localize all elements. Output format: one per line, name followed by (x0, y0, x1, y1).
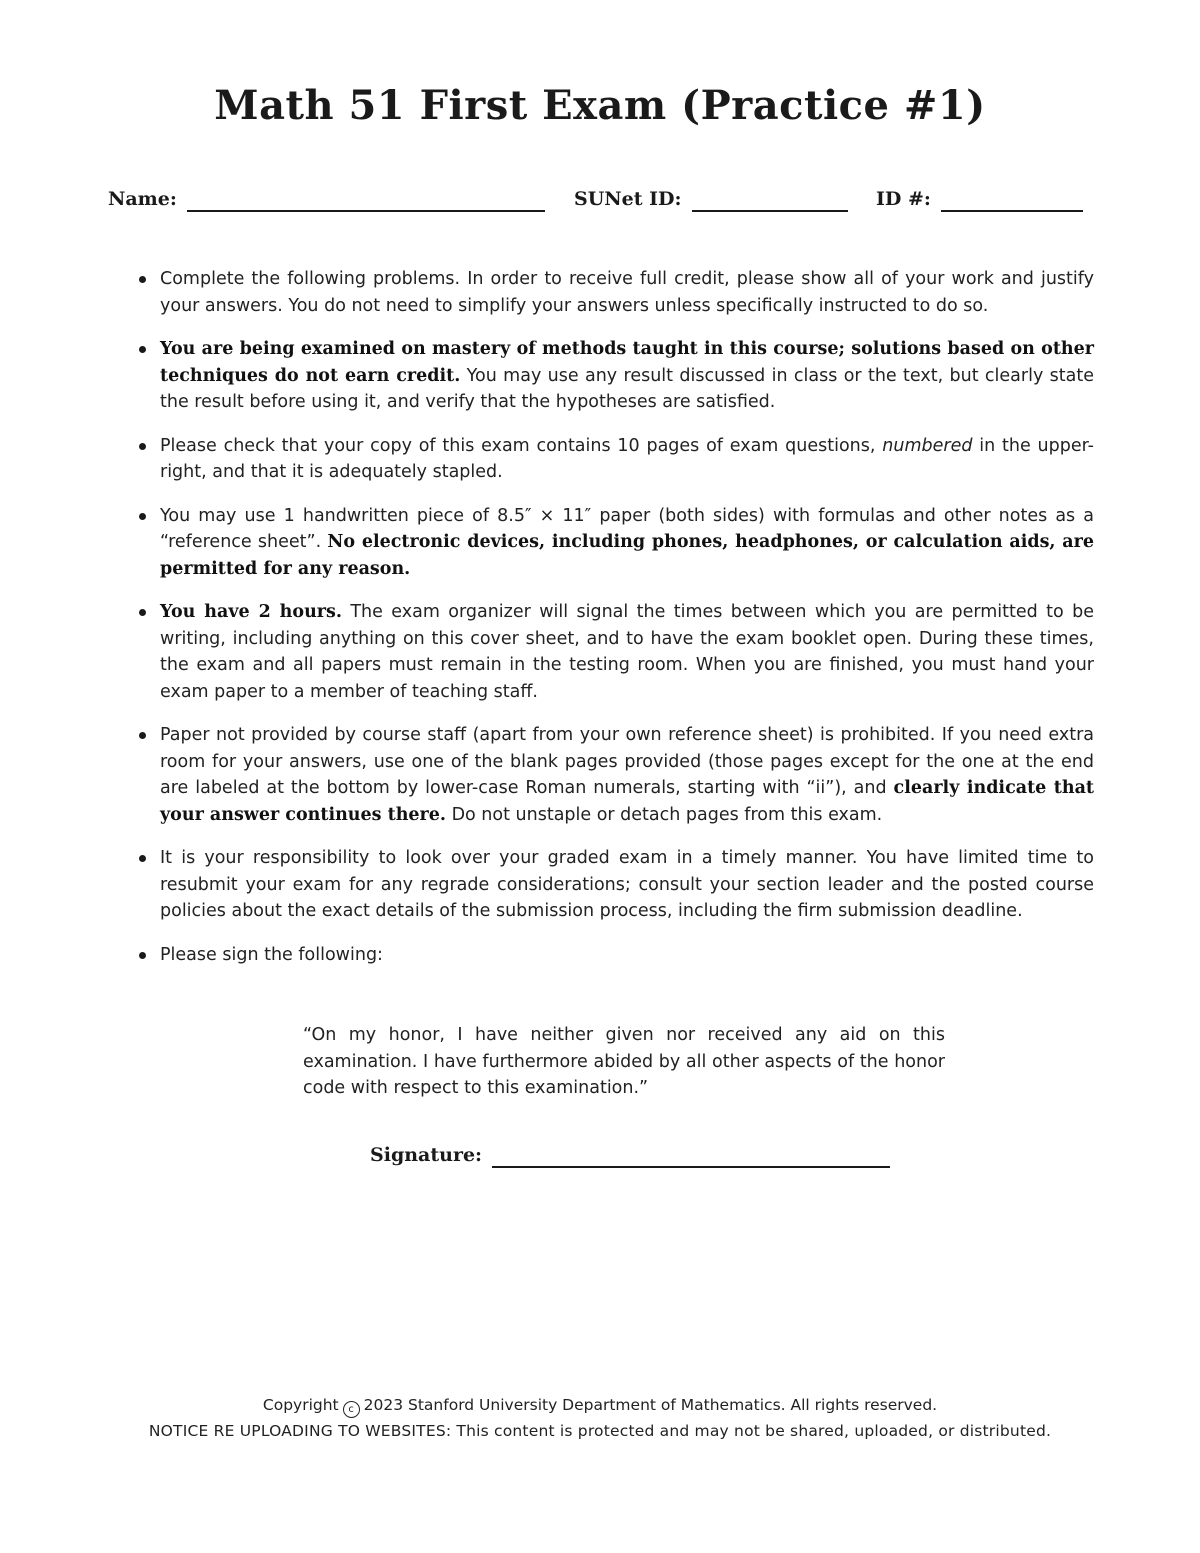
sunet-id-label: SUNet ID: (574, 188, 682, 210)
instruction-bold-text: You are being examined on mastery of methods taught in this course; solutions based on other techniques do not earn credit. (160, 339, 1094, 386)
instruction-item (160, 599, 1094, 705)
signature-label: Signature: (370, 1144, 483, 1166)
instructions-list (160, 266, 1094, 985)
page-title: Math 51 First Exam (Practice #1) (214, 82, 986, 129)
bullet-dot-icon (139, 732, 146, 739)
instruction-text: Please check that your copy of this exam contains 10 pages of exam questions, (160, 435, 883, 456)
student-id-row (108, 186, 1092, 220)
honor-code-quote: “On my honor, I have neither given nor received any aid on this examination. I have furthermore abided by all other aspects of the honor code with respect to this examination.” (303, 1025, 945, 1098)
instruction-item (160, 266, 1094, 319)
instruction-bold-text: You have 2 hours. (160, 602, 342, 622)
copyright-icon: c (343, 1401, 360, 1418)
instruction-item (160, 845, 1094, 925)
copyright-line (0, 1396, 1200, 1418)
instruction-text: You may use 1 handwritten piece of 8.5″ × 11″ paper (both sides) with formulas and other notes as a “reference sheet”. (160, 505, 1094, 552)
instruction-item (160, 722, 1094, 828)
copyright-text: 2023 Stanford University Department of Mathematics. All rights reserved. (363, 1396, 938, 1414)
instruction-item (160, 503, 1094, 583)
copyright-prefix: Copyright (262, 1396, 339, 1414)
instruction-italic-text: numbered (882, 435, 973, 456)
instruction-text: Please sign the following: (160, 944, 383, 965)
bullet-dot-icon (139, 346, 146, 353)
bullet-dot-icon (139, 952, 146, 959)
instruction-text: Do not unstaple or detach pages from this exam. (446, 804, 883, 825)
signature-blank-line (492, 1142, 890, 1168)
upload-notice: NOTICE RE UPLOADING TO WEBSITES: This content is protected and may not be shared, uploaded, or distributed. (148, 1422, 1052, 1440)
instruction-bold-text: No electronic devices, including phones, headphones, or calculation aids, are permitted for any reason. (160, 532, 1094, 579)
instruction-text: The exam organizer will signal the times between which you are permitted to be writing, including anything on this cover sheet, and to have the exam booklet open. During these times, the exam and all papers must remain in the testing room. When you are finished, you must hand your exam paper to a member of teaching staff. (160, 602, 1094, 702)
sunet-id-blank-line (692, 186, 848, 212)
instruction-text: You may use any result discussed in class or the text, but clearly state the result before using it, and verify that the hypotheses are satisfied. (160, 365, 1094, 412)
id-number-label: ID #: (876, 188, 931, 210)
instruction-item (160, 942, 1094, 969)
signature-field-group (370, 1142, 890, 1168)
instruction-text: Complete the following problems. In order to receive full credit, please show all of your work and justify your answers. You do not need to simplify your answers unless specifically instructed to do so. (160, 269, 1094, 316)
id-number-field-group (876, 186, 1083, 212)
bullet-dot-icon (139, 855, 146, 862)
instruction-bold-text: clearly indicate that your answer continues there. (160, 778, 1094, 825)
bullet-dot-icon (139, 443, 146, 450)
instruction-text: in the upper-right, and that it is adequately stapled. (160, 435, 1095, 482)
bullet-dot-icon (139, 609, 146, 616)
id-number-blank-line (941, 186, 1083, 212)
instruction-item (160, 433, 1094, 486)
bullet-dot-icon (139, 276, 146, 283)
name-label: Name: (108, 188, 177, 210)
instruction-text: It is your responsibility to look over your graded exam in a timely manner. You have limited time to resubmit your exam for any regrade considerations; consult your section leader and the posted course policies about the exact details of the submission process, including the firm submission deadline. (160, 848, 1094, 921)
instruction-text: Paper not provided by course staff (apart from your own reference sheet) is prohibited. If you need extra room for your answers, use one of the blank pages provided (those pages except for the one at the end are labeled at the bottom by lower-case Roman numerals, starting with “ii”), and (160, 725, 1094, 798)
name-field-group (108, 186, 545, 212)
name-blank-line (187, 186, 545, 212)
bullet-dot-icon (139, 513, 146, 520)
instruction-item (160, 336, 1094, 416)
sunet-field-group (574, 186, 848, 212)
